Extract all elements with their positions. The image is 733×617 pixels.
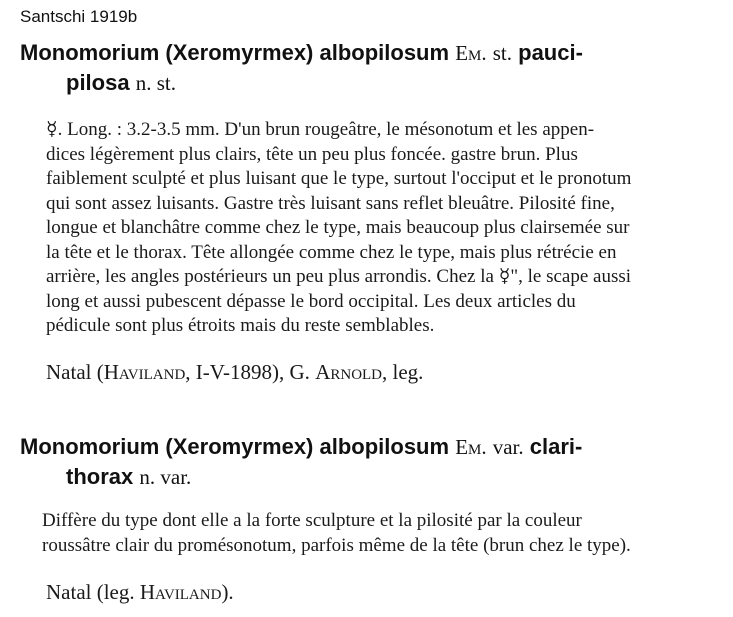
description-line: pédicule sont plus étroits mais du reste semblables. [46,315,435,336]
locality-clarithorax: Natal (leg. Haviland). [46,580,234,604]
description-line: roussâtre clair du promésonotum, parfois même de la tête (brun chez le type). [42,534,631,556]
taxon-heading-clarithorax [20,432,710,492]
taxon-epithet-part1: clari- [529,434,583,459]
collector-name: Arnold [315,360,383,384]
description-line: qui sont assez luisants. Gastre très luisant sans reflet bleuâtre. Pilosité fine, [46,192,615,214]
taxon-status: n. var. [139,465,192,489]
taxon-author: Em. [455,435,487,459]
source-citation: Santschi 1919b [20,7,138,26]
taxon-heading-paucipilosa [20,38,710,98]
description-line: faiblement sculpté et plus luisant que le type, surtout l'occiput et le pronotum [46,168,632,189]
taxon-name: Monomorium (Xeromyrmex) albopilosum [20,40,450,65]
taxon-status: n. st. [135,71,176,95]
description-line: long et aussi pubescent dépasse le bord occipital. Les deux articles du [46,290,576,312]
description-line: la tête et le thorax. Tête allongée comme chez le type, mais plus rétrécie en [46,241,617,263]
description-line: arrière, les angles postérieurs un peu plus arrondis. Chez la ☿", le scape aussi [46,266,632,287]
description-line: Diffère du type dont elle a la forte sculpture et la pilosité par la couleur [42,510,582,531]
collector-name: Haviland [103,360,186,384]
description-paucipilosa [46,118,702,339]
taxon-author: Em. [455,41,487,65]
taxon-rank: st. [492,41,512,65]
taxon-epithet-part2: thorax [66,464,134,489]
description-line: longue et blanchâtre comme chez le type, mais beaucoup plus clairsemée sur [46,217,630,238]
taxon-name: Monomorium (Xeromyrmex) albopilosum [20,434,450,459]
description-line: ☿. Long. : 3.2-3.5 mm. D'un brun rougeâtre, le mésonotum et les appen- [46,119,595,140]
description-clarithorax [42,509,702,558]
locality-paucipilosa: Natal (Haviland, I-V-1898), G. Arnold, leg. [46,360,424,384]
taxon-epithet-part1: pauci- [518,40,583,65]
description-line: dices légèrement plus clairs, tête un peu plus foncée. gastre brun. Plus [46,143,578,165]
taxon-rank: var. [492,435,524,459]
collector-name: Haviland [139,580,222,604]
taxon-epithet-part2: pilosa [66,70,130,95]
